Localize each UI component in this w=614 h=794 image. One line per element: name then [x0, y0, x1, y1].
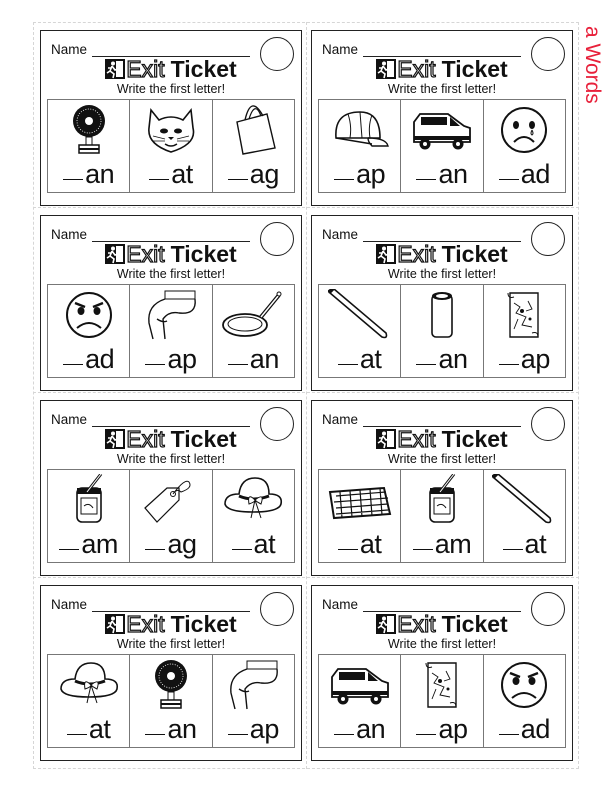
letter-blank[interactable] [334, 734, 354, 735]
name-row [322, 412, 521, 427]
ticket-title [41, 611, 301, 637]
word-ending[interactable] [319, 158, 400, 190]
picture-grid [47, 99, 295, 193]
name-row [51, 227, 250, 242]
instruction-text: Write the first letter! [387, 452, 497, 466]
ending-text: ap [438, 714, 468, 744]
word-ending[interactable] [401, 713, 482, 745]
ticket-title [41, 56, 301, 82]
bat-icon [492, 474, 556, 526]
picture-cell [319, 285, 401, 377]
word-ending[interactable] [130, 158, 211, 190]
picture-grid [318, 284, 566, 378]
picture-cell [130, 285, 212, 377]
picture-cell [484, 285, 565, 377]
picture-cell [484, 100, 565, 192]
ending-text: at [359, 529, 382, 559]
ending-text: ag [249, 159, 279, 189]
letter-blank[interactable] [338, 364, 358, 365]
fan-icon [139, 659, 203, 711]
ending-text: ad [520, 714, 550, 744]
name-row [51, 597, 250, 612]
ending-text: at [253, 529, 276, 559]
van-icon [410, 104, 474, 156]
exit-sign-icon [376, 429, 396, 449]
picture-cell [130, 655, 212, 747]
ticket-word: Ticket [441, 56, 508, 82]
ending-text: am [81, 529, 118, 559]
picture-cell [319, 100, 401, 192]
ending-text: an [85, 159, 115, 189]
name-label: Name [51, 412, 88, 427]
ending-text: at [524, 529, 547, 559]
letter-blank[interactable] [228, 734, 248, 735]
ending-text: ad [85, 344, 115, 374]
word-ending[interactable] [213, 343, 294, 375]
name-label: Name [322, 227, 359, 242]
word-ending[interactable] [401, 343, 482, 375]
ending-text: am [434, 529, 472, 559]
word-ending[interactable] [130, 343, 211, 375]
picture-grid [318, 469, 566, 563]
picture-cell [401, 100, 483, 192]
exit-word: Exit [397, 241, 436, 267]
picture-cell [48, 655, 130, 747]
ticket-title [41, 426, 301, 452]
picture-cell [484, 655, 565, 747]
ending-text: at [171, 159, 193, 189]
name-label: Name [51, 227, 88, 242]
name-row [322, 42, 521, 57]
name-label: Name [51, 597, 88, 612]
word-ending[interactable] [319, 713, 400, 745]
name-label: Name [322, 412, 359, 427]
ending-text: an [249, 344, 279, 374]
letter-blank[interactable] [59, 549, 79, 550]
instruction-text: Write the first letter! [387, 267, 497, 281]
picture-cell [48, 100, 130, 192]
picture-cell [213, 655, 294, 747]
letter-blank[interactable] [232, 549, 252, 550]
ticket-title [312, 241, 572, 267]
exit-ticket-card [311, 585, 573, 761]
lap-icon [221, 659, 285, 711]
picture-grid [47, 284, 295, 378]
bag-icon [221, 104, 285, 156]
exit-sign-icon [105, 429, 125, 449]
exit-sign-icon [105, 244, 125, 264]
exit-word: Exit [126, 426, 165, 452]
picture-cell [213, 470, 294, 562]
cut-line-horizontal [33, 577, 579, 578]
picture-cell [401, 655, 483, 747]
exit-sign-icon [376, 59, 396, 79]
word-ending[interactable] [48, 713, 129, 745]
letter-blank[interactable] [228, 179, 248, 180]
exit-sign-icon [376, 614, 396, 634]
cut-line-horizontal [33, 207, 579, 208]
ticket-word: Ticket [170, 241, 237, 267]
word-ending[interactable] [213, 158, 294, 190]
exit-sign-icon [105, 59, 125, 79]
side-label-text: a Words [581, 26, 604, 104]
ticket-word: Ticket [441, 241, 508, 267]
ending-text: an [167, 714, 197, 744]
word-ending[interactable] [130, 528, 211, 560]
picture-grid [47, 469, 295, 563]
ending-text: an [356, 714, 386, 744]
ending-text: ap [249, 714, 279, 744]
ending-text: ag [167, 529, 197, 559]
word-ending[interactable] [484, 528, 565, 560]
bat-icon [328, 289, 392, 341]
picture-cell [319, 655, 401, 747]
map-icon [492, 289, 556, 341]
map-icon [410, 659, 474, 711]
picture-cell [130, 100, 212, 192]
instruction-text: Write the first letter! [387, 82, 497, 96]
word-ending[interactable] [48, 343, 129, 375]
ticket-word: Ticket [170, 56, 237, 82]
mad-face-icon [492, 659, 556, 711]
letter-blank[interactable] [145, 734, 165, 735]
picture-grid [47, 654, 295, 748]
letter-blank[interactable] [63, 179, 83, 180]
instruction-text: Write the first letter! [116, 267, 226, 281]
ticket-title [312, 611, 572, 637]
name-row [322, 227, 521, 242]
pan-icon [221, 289, 285, 341]
exit-ticket-card [40, 215, 302, 391]
word-ending[interactable] [401, 528, 482, 560]
letter-blank[interactable] [145, 364, 165, 365]
ending-text: ap [356, 159, 386, 189]
letter-blank[interactable] [416, 734, 436, 735]
name-row [51, 42, 250, 57]
word-ending[interactable] [48, 158, 129, 190]
exit-word: Exit [397, 611, 436, 637]
word-ending[interactable] [484, 713, 565, 745]
exit-sign-icon [376, 244, 396, 264]
name-label: Name [51, 42, 88, 57]
name-label: Name [322, 597, 359, 612]
letter-blank[interactable] [503, 549, 523, 550]
exit-ticket-card [40, 585, 302, 761]
word-ending[interactable] [213, 713, 294, 745]
ending-text: ap [520, 344, 550, 374]
ending-text: an [438, 344, 468, 374]
letter-blank[interactable] [499, 734, 519, 735]
lap-icon [139, 289, 203, 341]
letter-blank[interactable] [413, 549, 433, 550]
word-ending[interactable] [484, 158, 565, 190]
word-ending[interactable] [319, 343, 400, 375]
can-icon [410, 289, 474, 341]
letter-blank[interactable] [499, 364, 519, 365]
ticket-title [41, 241, 301, 267]
exit-ticket-card [311, 30, 573, 206]
picture-cell [401, 470, 483, 562]
hat-icon [57, 659, 121, 711]
letter-blank[interactable] [149, 179, 169, 180]
name-label: Name [322, 42, 359, 57]
picture-grid [318, 99, 566, 193]
ending-text: at [359, 344, 382, 374]
ending-text: ap [167, 344, 197, 374]
cut-line-horizontal [33, 392, 579, 393]
letter-blank[interactable] [416, 364, 436, 365]
ticket-word: Ticket [441, 426, 508, 452]
picture-cell [130, 470, 212, 562]
instruction-text: Write the first letter! [116, 82, 226, 96]
tag-icon [139, 474, 203, 526]
sad-face-icon [492, 104, 556, 156]
hat-icon [221, 474, 285, 526]
letter-blank[interactable] [67, 734, 87, 735]
exit-ticket-card [40, 30, 302, 206]
letter-blank[interactable] [499, 179, 519, 180]
picture-cell [401, 285, 483, 377]
exit-sign-icon [105, 614, 125, 634]
ticket-title [312, 426, 572, 452]
jam-icon [410, 474, 474, 526]
name-row [51, 412, 250, 427]
exit-word: Exit [126, 611, 165, 637]
mat-icon [328, 474, 392, 526]
exit-word: Exit [126, 56, 165, 82]
picture-cell [319, 470, 401, 562]
letter-blank[interactable] [416, 179, 436, 180]
instruction-text: Write the first letter! [387, 637, 497, 651]
word-ending[interactable] [48, 528, 129, 560]
ticket-word: Ticket [170, 611, 237, 637]
ticket-word: Ticket [170, 426, 237, 452]
word-ending[interactable] [130, 713, 211, 745]
picture-cell [48, 470, 130, 562]
instruction-text: Write the first letter! [116, 452, 226, 466]
letter-blank[interactable] [334, 179, 354, 180]
picture-cell [48, 285, 130, 377]
cat-icon [139, 104, 203, 156]
picture-cell [213, 100, 294, 192]
exit-ticket-card [40, 400, 302, 576]
cap-icon [328, 104, 392, 156]
letter-blank[interactable] [338, 549, 358, 550]
side-label [574, 22, 614, 132]
letter-blank[interactable] [145, 549, 165, 550]
word-ending[interactable] [319, 528, 400, 560]
cut-line-vertical [306, 22, 307, 769]
picture-grid [318, 654, 566, 748]
ending-text: ad [520, 159, 550, 189]
word-ending[interactable] [213, 528, 294, 560]
van-icon [328, 659, 392, 711]
name-row [322, 597, 521, 612]
mad-face-icon [57, 289, 121, 341]
exit-word: Exit [126, 241, 165, 267]
fan-icon [57, 104, 121, 156]
word-ending[interactable] [401, 158, 482, 190]
ticket-title [312, 56, 572, 82]
word-ending[interactable] [484, 343, 565, 375]
exit-ticket-card [311, 215, 573, 391]
ticket-word: Ticket [441, 611, 508, 637]
instruction-text: Write the first letter! [116, 637, 226, 651]
exit-word: Exit [397, 56, 436, 82]
picture-cell [484, 470, 565, 562]
exit-word: Exit [397, 426, 436, 452]
exit-ticket-card [311, 400, 573, 576]
letter-blank[interactable] [228, 364, 248, 365]
picture-cell [213, 285, 294, 377]
jam-icon [57, 474, 121, 526]
ending-text: an [438, 159, 468, 189]
ending-text: at [88, 714, 111, 744]
letter-blank[interactable] [63, 364, 83, 365]
